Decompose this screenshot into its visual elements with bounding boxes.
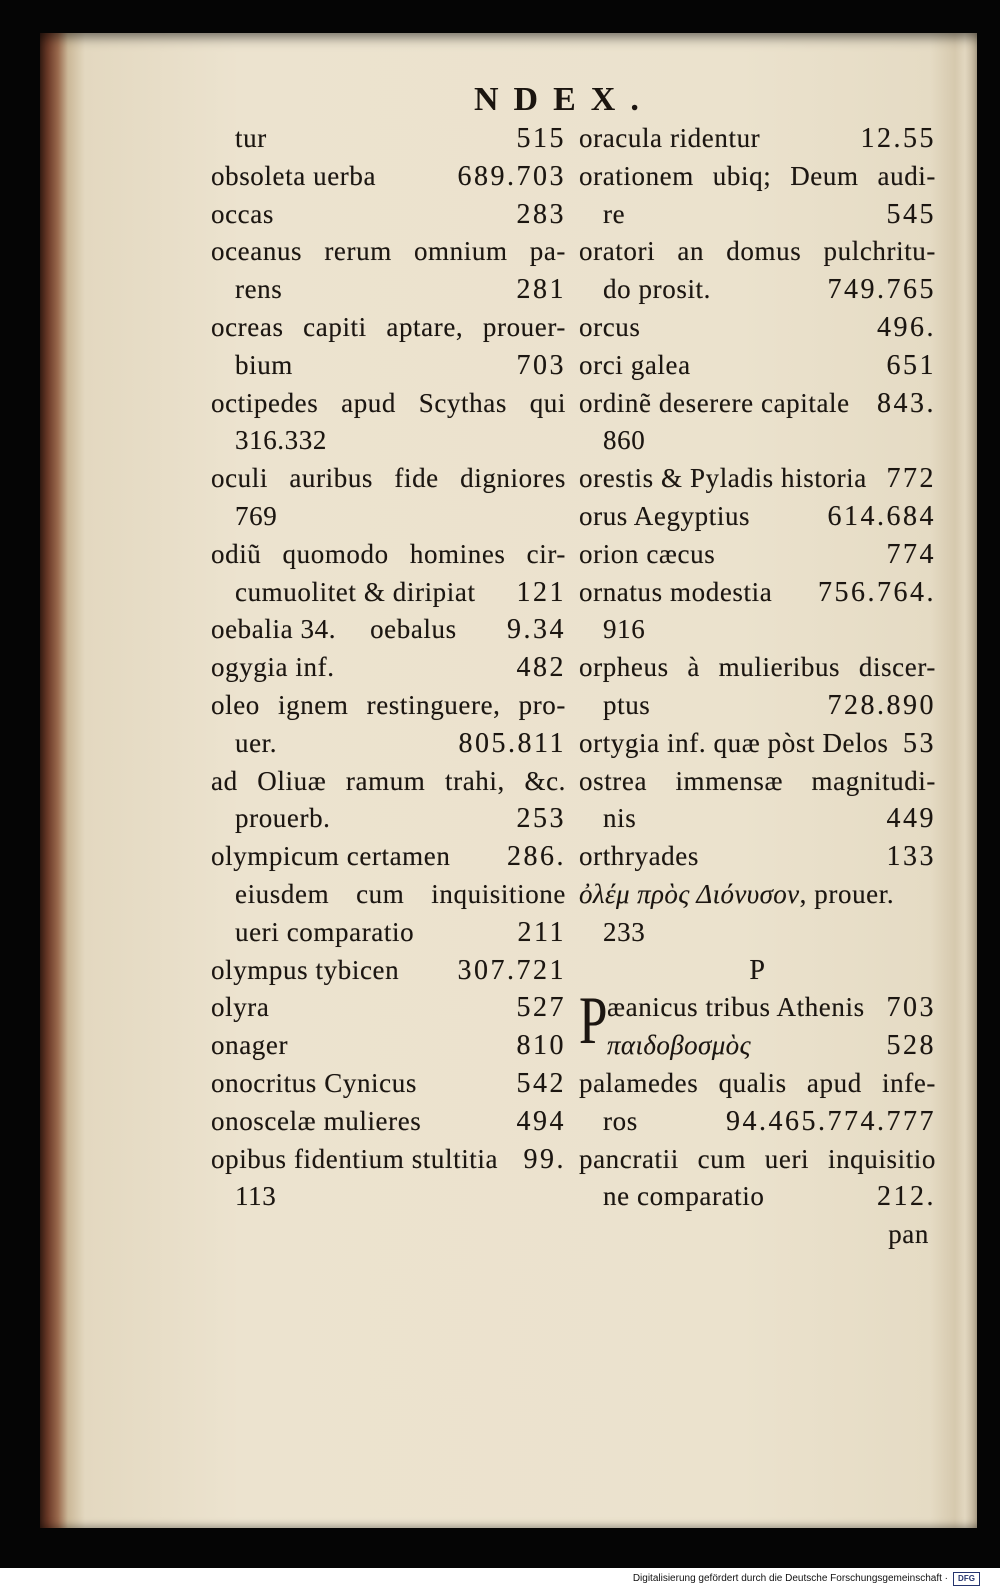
- page-reference: 527: [516, 992, 566, 1024]
- index-line: [579, 309, 936, 347]
- index-line: [579, 725, 936, 763]
- section-letter: [579, 952, 936, 990]
- entry-text: orcus: [579, 311, 641, 342]
- index-line: [579, 1178, 936, 1216]
- page-reference: 651: [886, 349, 936, 381]
- page-reference: 810: [516, 1030, 566, 1062]
- page-reference: 728.890: [827, 689, 936, 721]
- index-line: [579, 1065, 936, 1103]
- entry-text: oratori an domus pulchritu-: [579, 236, 936, 267]
- section-letter-text: P: [749, 954, 766, 986]
- index-line: [579, 574, 936, 612]
- entry-text: ortygia inf. quæ pòst Delos: [579, 727, 889, 758]
- entry-text: bium: [235, 349, 293, 380]
- index-line: [211, 460, 566, 498]
- digitization-footer: [0, 1568, 1000, 1590]
- index-line: [211, 536, 566, 574]
- entry-text: oebalia 34.: [211, 614, 337, 645]
- page-reference: 449: [886, 803, 936, 835]
- entry-text: ad Oliuæ ramum trahi, &c.: [211, 765, 566, 796]
- page-reference: 494: [516, 1105, 566, 1137]
- index-line: [211, 574, 566, 612]
- entry-text: uer.: [235, 727, 278, 758]
- entry-text: 233: [603, 916, 646, 947]
- dfg-logo: DFG: [953, 1572, 980, 1586]
- index-line: [211, 838, 566, 876]
- entry-text: re: [603, 198, 626, 229]
- index-line: [579, 460, 936, 498]
- index-line: [579, 498, 936, 536]
- entry-text: orci galea: [579, 349, 691, 380]
- entry-text: ros: [603, 1105, 638, 1136]
- page-reference: 253: [516, 803, 566, 835]
- entry-text: ocreas capiti aptare, prouer-: [211, 311, 566, 342]
- entry-text: æanicus tribus Athenis: [607, 992, 865, 1023]
- entry-text: occas: [211, 198, 274, 229]
- entry-text: eiusdem cum inquisitione: [235, 878, 566, 909]
- entry-text: nis: [603, 803, 637, 834]
- index-line: [211, 611, 566, 649]
- page-reference: 749.765: [827, 274, 936, 306]
- entry-text: octipedes apud Scythas qui: [211, 387, 566, 418]
- entry-text: oceanus rerum omnium pa-: [211, 236, 566, 267]
- page-reference: 772: [886, 463, 936, 495]
- entry-text: olympus tybicen: [211, 954, 400, 985]
- entry-text: do prosit.: [603, 274, 712, 305]
- page-reference: 542: [516, 1067, 566, 1099]
- entry-text: 860: [603, 425, 646, 456]
- index-line: [211, 1141, 566, 1179]
- index-line: [211, 763, 566, 801]
- index-line: [579, 422, 936, 460]
- entry-text: orationem ubiq; Deum audi-: [579, 160, 936, 191]
- index-line: [211, 1027, 566, 1065]
- index-line: [211, 989, 566, 1027]
- page-reference: 307.721: [457, 954, 566, 986]
- entry-text: orus Aegyptius: [579, 500, 751, 531]
- index-line: [211, 347, 566, 385]
- index-line: [579, 1103, 936, 1141]
- drop-cap: P: [579, 982, 608, 1059]
- index-line: [579, 233, 936, 271]
- footer-credit: Digitalisierung gefördert durch die Deutsche Forschungsgemeinschaft ·: [632, 1573, 948, 1584]
- greek-entry-text: ὀλέμ πρὸς Διόνυσον: [579, 878, 800, 909]
- index-line: [579, 876, 936, 914]
- index-line: [211, 196, 566, 234]
- page-reference: 283: [516, 198, 566, 230]
- running-head: NDEX.: [474, 81, 654, 118]
- entry-text: onager: [211, 1030, 289, 1061]
- page-reference: 94.465.774.777: [726, 1105, 936, 1137]
- entry-text: ornatus modestia: [579, 576, 773, 607]
- index-line: [579, 1141, 936, 1179]
- page-reference: 614.684: [827, 500, 936, 532]
- entry-text: opibus fidentium stultitia: [211, 1143, 499, 1174]
- index-line: [579, 347, 936, 385]
- catchword: [579, 1216, 936, 1254]
- entry-text: onoscelæ mulieres: [211, 1105, 422, 1136]
- index-line: [211, 158, 566, 196]
- page-reference: 211: [517, 916, 566, 948]
- index-line: [211, 498, 566, 536]
- entry-text: ne comparatio: [603, 1181, 765, 1212]
- index-line: [579, 158, 936, 196]
- entry-text: ordinẽ deserere capitale: [579, 387, 850, 418]
- page-reference: 805.811: [458, 727, 566, 759]
- index-line: [579, 914, 936, 952]
- index-line: [579, 385, 936, 423]
- greek-entry-text: παιδοβοσμὸς: [607, 1030, 751, 1061]
- index-line: [579, 536, 936, 574]
- index-line: [211, 725, 566, 763]
- index-line: [211, 649, 566, 687]
- catchword-text: pan: [888, 1219, 929, 1250]
- entry-text: olympicum certamen: [211, 841, 451, 872]
- page-reference: 496.: [877, 311, 936, 343]
- entry-text: ueri comparatio: [235, 916, 415, 947]
- entry-text: pancratii cum ueri inquisitio: [579, 1143, 936, 1174]
- page-reference: 99.: [523, 1143, 566, 1175]
- entry-text: rens: [235, 274, 283, 305]
- entry-text: odiũ quomodo homines cir-: [211, 538, 566, 569]
- page-reference: 9.34: [507, 614, 566, 646]
- index-line: [211, 687, 566, 725]
- index-line: [211, 952, 566, 990]
- index-line: [579, 838, 936, 876]
- index-line: [579, 649, 936, 687]
- entry-text: oculi auribus fide digniores: [211, 463, 566, 494]
- index-line: [579, 196, 936, 234]
- index-line: [211, 800, 566, 838]
- entry-text: oracula ridentur: [579, 123, 761, 153]
- entry-text: orthryades: [579, 841, 699, 872]
- index-line: [211, 233, 566, 271]
- index-line: [211, 422, 566, 460]
- entry-text: 113: [235, 1181, 277, 1212]
- index-line: [579, 120, 936, 158]
- entry-text: prouerb.: [235, 803, 331, 834]
- entry-text: 916: [603, 614, 646, 645]
- entry-text: orpheus à mulieribus discer-: [579, 652, 936, 683]
- index-line: [211, 876, 566, 914]
- page-reference: 689.703: [457, 160, 566, 192]
- page-reference: 515: [516, 123, 566, 154]
- index-line: [579, 800, 936, 838]
- index-line: [211, 914, 566, 952]
- entry-text: ostrea immensæ magnitudi-: [579, 765, 936, 796]
- page-reference: 545: [886, 198, 936, 230]
- page-reference: 482: [516, 652, 566, 684]
- index-line: [211, 385, 566, 423]
- page-reference: 133: [886, 841, 936, 873]
- index-line: [579, 611, 936, 649]
- index-line: [579, 763, 936, 801]
- page-reference: 121: [516, 576, 566, 608]
- index-line: [211, 271, 566, 309]
- page-reference: 703: [516, 349, 566, 381]
- index-line: [211, 1103, 566, 1141]
- entry-text: 316.332: [235, 425, 327, 456]
- entry-text: , prouer.: [799, 878, 895, 909]
- entry-text-secondary: oebalus: [370, 614, 457, 645]
- entry-text: ptus: [603, 689, 651, 720]
- entry-text: orion cæcus: [579, 538, 716, 569]
- page-reference: 843.: [877, 387, 936, 419]
- page-reference: 53: [903, 727, 936, 759]
- entry-text: palamedes qualis apud infe-: [579, 1067, 936, 1098]
- entry-text: 769: [235, 500, 278, 531]
- page-reference: 286.: [507, 841, 566, 873]
- index-line: [211, 120, 566, 158]
- page-reference: 774: [886, 538, 936, 570]
- entry-text: obsoleta uerba: [211, 160, 377, 191]
- page-reference: 703: [886, 992, 936, 1024]
- page-reference: 756.764.: [818, 576, 936, 608]
- index-line: [579, 1027, 936, 1065]
- left-column: [211, 120, 566, 1216]
- entry-text: tur: [235, 123, 267, 153]
- page-reference: 528: [886, 1030, 936, 1062]
- index-line: [211, 309, 566, 347]
- entry-text: cumuolitet & diripiat: [235, 576, 476, 607]
- entry-text: onocritus Cynicus: [211, 1067, 417, 1098]
- index-line: [579, 271, 936, 309]
- page-reference: 281: [516, 274, 566, 306]
- entry-text: oleo ignem restinguere, pro-: [211, 689, 566, 720]
- entry-text: orestis & Pyladis historia: [579, 463, 867, 494]
- right-column: [579, 120, 936, 1254]
- entry-text: ogygia inf.: [211, 652, 335, 683]
- index-line: [211, 1065, 566, 1103]
- index-line: [579, 687, 936, 725]
- page-reference: 12.55: [860, 123, 936, 154]
- entry-text: olyra: [211, 992, 270, 1023]
- index-line: [211, 1178, 566, 1216]
- page-reference: 212.: [877, 1181, 936, 1213]
